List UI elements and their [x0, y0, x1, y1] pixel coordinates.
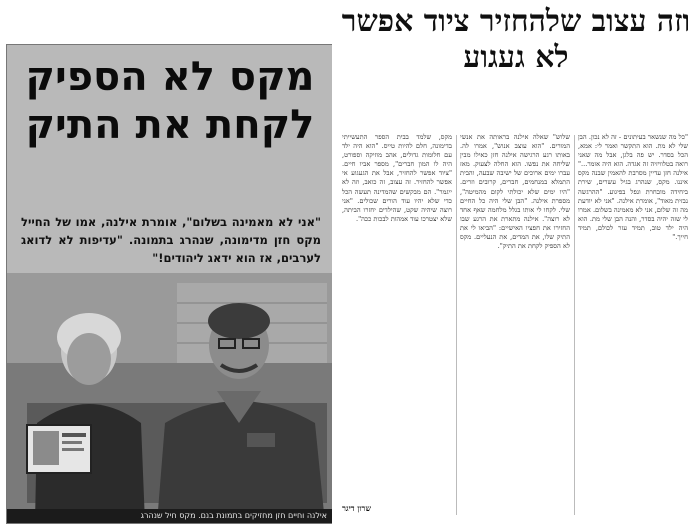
- column-divider: [574, 135, 575, 515]
- photo-caption: אילנה וחיים חזן מחזיקים בתמונת בנם. מקס חיל שנהרג: [7, 509, 333, 523]
- photo-illustration: [7, 273, 333, 523]
- article-body: [340, 133, 692, 518]
- left-pull-quote: "אני לא מאמינה בשלום", אומרת אילנה, אמו של החייל מקס חזן מדימונה, שנהרג בתמונה. "עדיפות לא לדואג לערבים, אז הוא ידאג ליהודים!": [21, 215, 321, 265]
- photo-parents-holding-picture: [7, 273, 333, 523]
- left-headline: מקס לא הספיק לקחת את התיק: [25, 54, 315, 148]
- right-article-clipping: [332, 0, 700, 528]
- column-divider: [456, 135, 457, 515]
- article-column-1: "כל מה שנשאר בעיתונים - זה לא נכון. הבן שלי לא מת. הוא התקשר ואמר לי: אמא, הכל בסדר. יש פה בלגן, אבל מה שאני רואה בטלוויזיה זה אגדה. הוא היה אומר..." אילנה חזן עדיין מסרבת להאמין שבנה מקס איננו. מקס, שנהרג בגיל עשרים, שירת ביחידה מובחרת ונפל בפיגוע. "ההרגשה נבזית מאוד", אומרת אילנה. "אני לא יודעת מה זה שלום, אני לא מאמינה בשלום. אמרו לי שזה יהיה בסדר, והנה הבן שלי מת. הוא היה ילד טוב, תמיד עזר לכולם, תמיד חייך.": [578, 133, 688, 242]
- article-column-3: מקס, שלמד בבית הספר התעשייתי בדימונה, חלם להיות טייס. "הוא היה ילד עם חלומות גדולים, אהב מוזיקה וספורט, היה לו המון חברים", מספר אביו חיים. "ציוד אפשר להחזיר, אבל את הגעגוע אי אפשר להחזיר. זה עצוב, זה כואב, וזה לא ייגמר". הם מבקשים שהמדינה תעשה הכל כדי שלא יהיו עוד הורים שכולים. "אני רוצה שיהיה שקט, שהילדים יחזרו הביתה, שלא יצטרכו עוד אמהות לבכות ככה".: [342, 133, 452, 223]
- article-column-2: שלוש" שאלה אילנה בראותה את אנשי המורים. "הוא עוצב אנוש", אמרו לה. באותו רגע הרגישה אילנה חזן כאילו מבין שליחה את נפשו. הוא החלה לצעוק. מאז עברו ימים ארוכים של ישיבה שבעה, והבית התמלא במנחמים, חברים, קרובים וזרים. "היו ימים שלא יכולתי לקום מהמיטה", מספרת אילנה. "הבן שלי היה כל החיים שלי. לקחו לי אותו בגלל מלחמה שאף אחד לא רוצה". אילנה מתארת את הרגע שבו החזירו את חפציו האישיים: "הביאו לי את התיק שלו, את המדים, את הנעליים. מקס לא הספיק לקחת את התיק".: [460, 133, 570, 251]
- byline: שרון דיגר: [342, 503, 371, 513]
- left-article-clipping: [6, 44, 334, 524]
- right-headline: וזה עצוב שלהחזיר ציוד אפשר לא געגוע: [341, 4, 691, 75]
